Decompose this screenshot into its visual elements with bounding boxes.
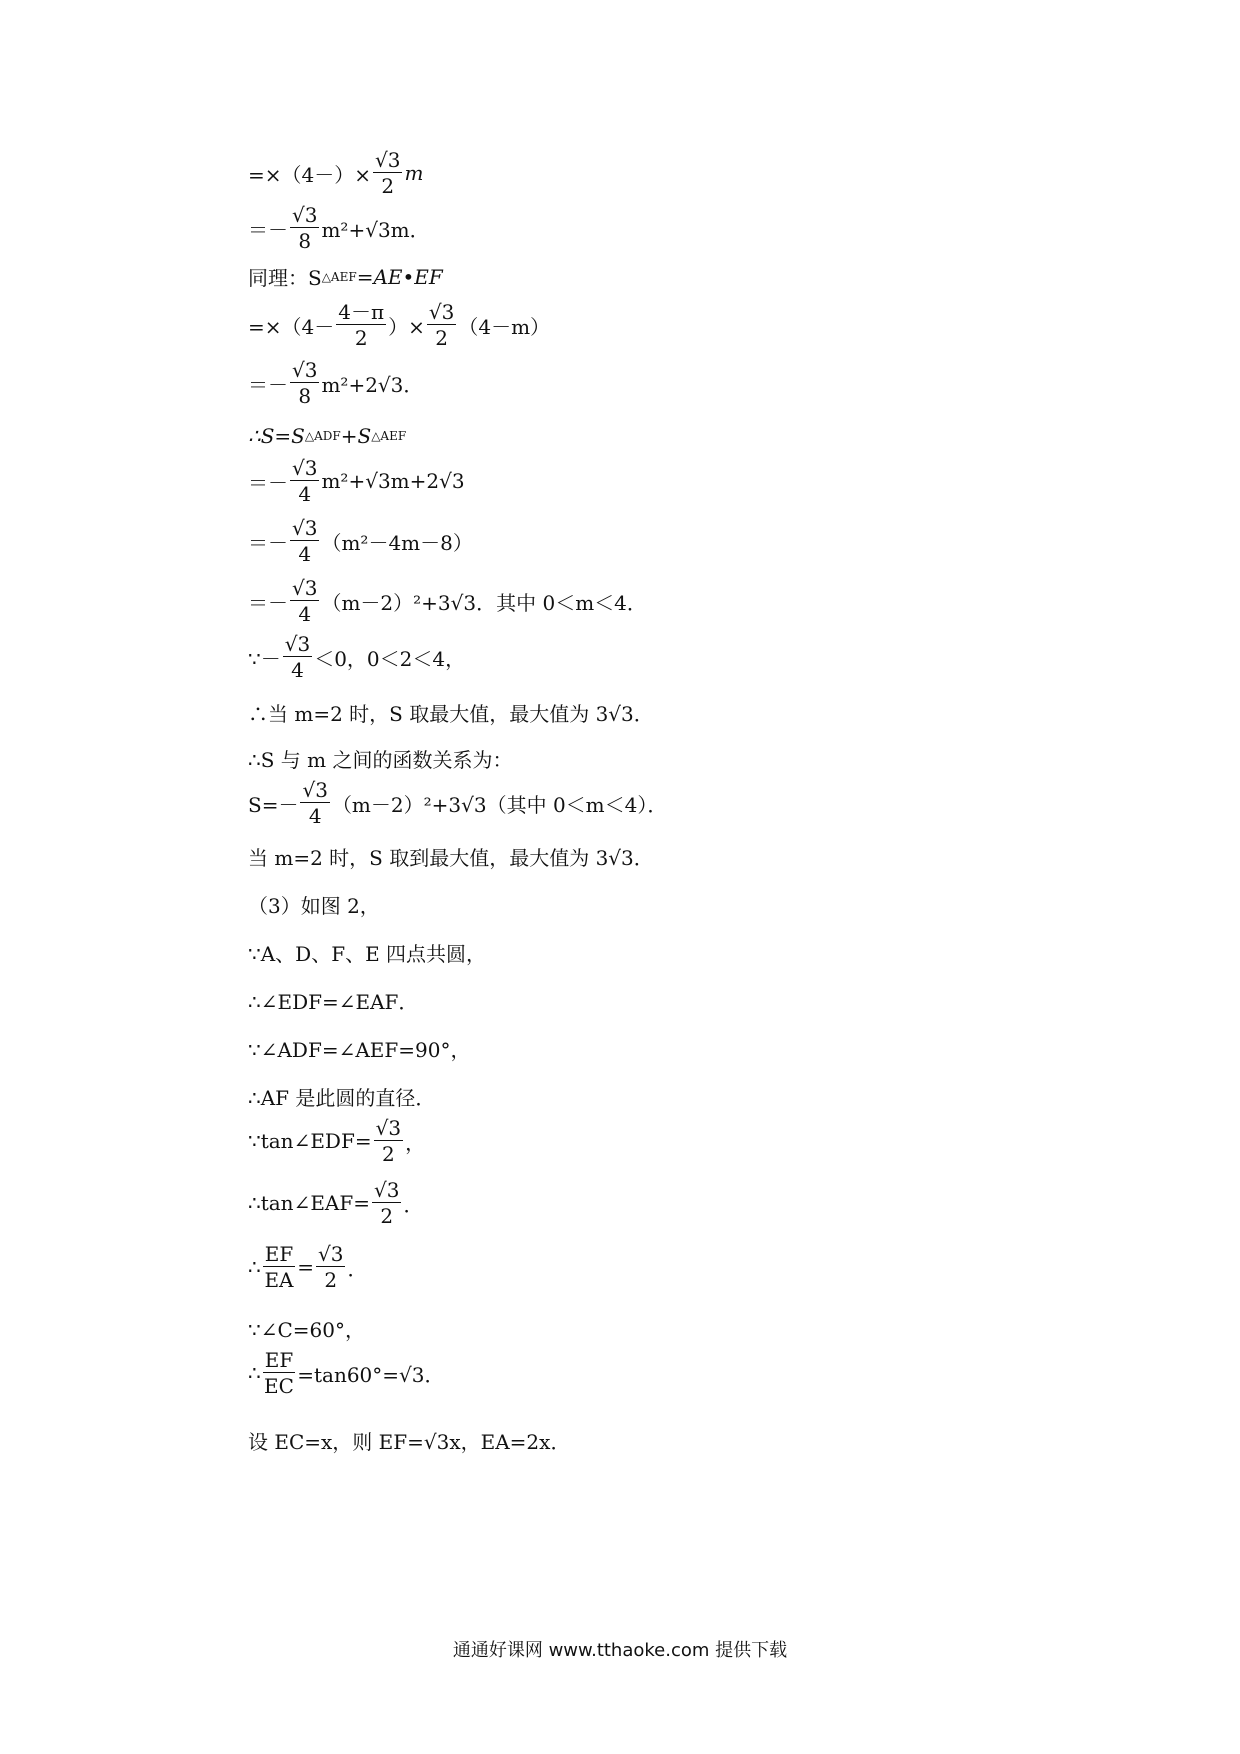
math-line: ∴当 m=2 时，S 取最大值，最大值为 3√3． bbox=[248, 702, 654, 726]
fraction: $\frac{√3}{4}$ bbox=[284, 632, 311, 682]
fraction: $\frac{√3}{2}$ bbox=[317, 1242, 344, 1292]
math-line: ∵A、D、F、E 四点共圆， bbox=[248, 942, 487, 966]
math-line: ＝－ $\frac{√3}{8}$ m²+2√3． bbox=[248, 358, 424, 408]
math-line: ∴S 与 m 之间的函数关系为： bbox=[248, 748, 513, 772]
fraction: $\frac{√3}{2}$ bbox=[375, 148, 401, 198]
math-line: ＝－ $\frac{√3}{8}$ m²+√3m． bbox=[248, 203, 430, 253]
math-line: =×（4－）× $\frac{√3}{2}$ m bbox=[248, 148, 424, 198]
math-line: 设 EC=x，则 EF=√3x，EA=2x． bbox=[248, 1430, 571, 1454]
math-line: ∴tan∠EAF= $\frac{√3}{2}$ ． bbox=[248, 1178, 424, 1228]
fraction: $\frac{4-\pi}{2}$ bbox=[338, 300, 385, 350]
fraction: $\frac{√3}{8}$ bbox=[292, 358, 318, 408]
math-line: （3）如图 2， bbox=[248, 894, 380, 918]
math-line: ＝－ $\frac{√3}{4}$ （m²－4m－8） bbox=[248, 516, 473, 566]
fraction: $\frac{√3}{8}$ bbox=[292, 203, 318, 253]
fraction: $\frac{√3}{2}$ bbox=[375, 1116, 402, 1166]
fraction: $\frac{EF}{EA}$ bbox=[264, 1242, 294, 1292]
math-line: 当 m=2 时，S 取到最大值，最大值为 3√3． bbox=[248, 846, 654, 870]
fraction: $\frac{√3}{4}$ bbox=[292, 516, 318, 566]
math-line: ∴AF 是此圆的直径． bbox=[248, 1086, 436, 1110]
math-line: =×（4－ $\frac{4-\pi}{2}$ ）× $\frac{√3}{2}$ （4－m） bbox=[248, 300, 551, 350]
math-line: ∴ $\frac{EF}{EC}$ =tan60°=√3． bbox=[248, 1348, 445, 1398]
fraction: $\frac{√3}{4}$ bbox=[292, 576, 318, 626]
fraction: $\frac{√3}{4}$ bbox=[292, 456, 318, 506]
math-line: ＝－ $\frac{√3}{4}$ （m－2）²+3√3．其中 0＜m＜4． bbox=[248, 576, 647, 626]
math-line: S=－ $\frac{√3}{4}$ （m－2）²+3√3（其中 0＜m＜4）． bbox=[248, 778, 668, 828]
math-line: ＝－ $\frac{√3}{4}$ m²+√3m+2√3 bbox=[248, 456, 465, 506]
math-line: ∵tan∠EDF= $\frac{√3}{2}$ ， bbox=[248, 1116, 426, 1166]
math-line: ∴ $\frac{EF}{EA}$ = $\frac{√3}{2}$ ． bbox=[248, 1242, 368, 1292]
fraction: $\frac{√3}{2}$ bbox=[374, 1178, 400, 1228]
math-line: ∴∠EDF=∠EAF． bbox=[248, 990, 419, 1014]
math-line: ∴S=S △ADF +S △AEF bbox=[248, 424, 407, 448]
footer-text: 通通好课网 www.tthaoke.com 提供下载 bbox=[452, 1640, 788, 1661]
math-line: 同理：S △AEF =AE•EF bbox=[248, 264, 443, 290]
fraction: $\frac{√3}{4}$ bbox=[302, 778, 328, 828]
math-line: ∵－ $\frac{√3}{4}$ ＜0，0＜2＜4， bbox=[248, 632, 466, 682]
fraction: $\frac{√3}{2}$ bbox=[428, 300, 455, 350]
fraction: $\frac{EF}{EC}$ bbox=[264, 1348, 294, 1398]
math-line: ∵∠ADF=∠AEF=90°， bbox=[248, 1038, 471, 1062]
math-line: ∵∠C=60°， bbox=[248, 1318, 365, 1342]
